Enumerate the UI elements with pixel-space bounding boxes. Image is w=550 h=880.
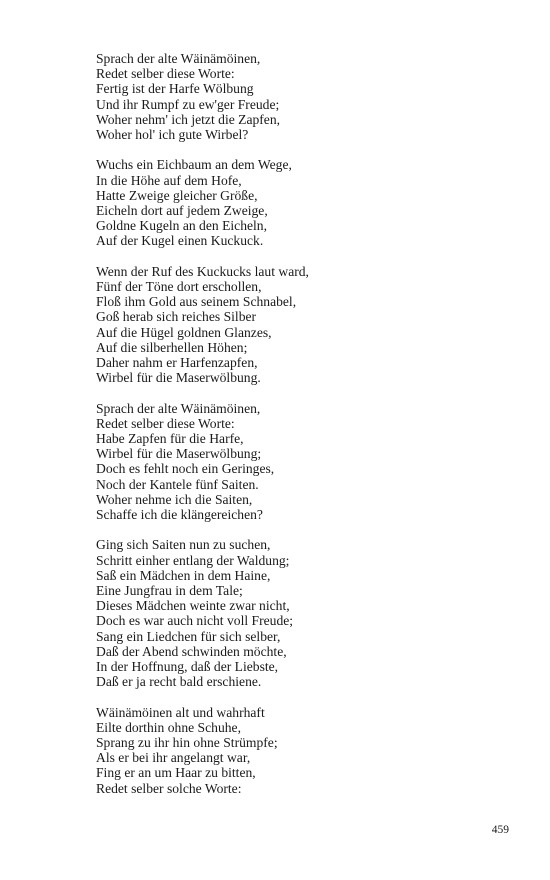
stanza <box>96 157 516 248</box>
page-number: 459 <box>491 824 509 836</box>
verse-line: In die Höhe auf dem Hofe, <box>96 172 242 188</box>
poem-text <box>96 51 516 811</box>
verse-line: Auf die silberhellen Höhen; <box>96 339 248 355</box>
verse-line: Auf die Hügel goldnen Glanzes, <box>96 324 272 340</box>
verse-line: Daher nahm er Harfenzapfen, <box>96 355 258 371</box>
verse-line: Noch der Kantele fünf Saiten. <box>96 476 259 492</box>
stanza <box>96 401 516 523</box>
verse-line: Goß herab sich reiches Silber <box>96 309 257 325</box>
verse-line: Und ihr Rumpf zu ew'ger Freude; <box>96 96 280 112</box>
verse-line: Redet selber diese Worte: <box>96 415 235 431</box>
verse-line: Woher hol' ich gute Wirbel? <box>96 127 249 143</box>
verse-line: Fünf der Töne dort erschollen, <box>96 279 262 295</box>
verse-line: Eilte dorthin ohne Schuhe, <box>96 719 241 735</box>
verse-line: Eine Jungfrau in dem Tale; <box>96 583 243 599</box>
verse-line: Hatte Zweige gleicher Größe, <box>96 187 258 203</box>
verse-line: Wirbel für die Maserwölbung; <box>96 446 262 462</box>
verse-line: Dieses Mädchen weinte zwar nicht, <box>96 598 290 614</box>
verse-line: Wäinämöinen alt und wahrhaft <box>96 704 265 720</box>
verse-line: Fing er an um Haar zu bitten, <box>96 765 256 781</box>
stanza <box>96 51 516 142</box>
verse-line: Sprang zu ihr hin ohne Strümpfe; <box>96 735 278 751</box>
verse-line: Sprach der alte Wäinämöinen, <box>96 400 261 416</box>
verse-line: Sprach der alte Wäinämöinen, <box>96 51 261 66</box>
verse-line: Als er bei ihr angelangt war, <box>96 750 251 766</box>
verse-line: Sang ein Liedchen für sich selber, <box>96 628 281 644</box>
verse-line: Schritt einher entlang der Waldung; <box>96 552 290 568</box>
verse-line: In der Hoffnung, daß der Liebste, <box>96 659 279 675</box>
verse-line: Doch es fehlt noch ein Geringes, <box>96 461 275 477</box>
verse-line: Floß ihm Gold aus seinem Schnabel, <box>96 294 297 310</box>
stanza <box>96 705 516 796</box>
stanza <box>96 264 516 386</box>
verse-line: Wirbel für die Maserwölbung. <box>96 370 261 386</box>
verse-line: Daß er ja recht bald erschiene. <box>96 674 262 690</box>
verse-line: Ging sich Saiten nun zu suchen, <box>96 537 271 553</box>
verse-line: Habe Zapfen für die Harfe, <box>96 431 244 447</box>
verse-line: Schaffe ich die klängereichen? <box>96 507 263 523</box>
stanza <box>96 537 516 689</box>
verse-line: Redet selber diese Worte: <box>96 66 235 82</box>
verse-line: Daß der Abend schwinden möchte, <box>96 643 287 659</box>
verse-line: Fertig ist der Harfe Wölbung <box>96 81 254 97</box>
verse-line: Saß ein Mädchen in dem Haine, <box>96 567 271 583</box>
verse-line: Wenn der Ruf des Kuckucks laut ward, <box>96 263 309 279</box>
verse-line: Wuchs ein Eichbaum an dem Wege, <box>96 157 292 173</box>
verse-line: Woher nehme ich die Saiten, <box>96 491 253 507</box>
verse-line: Auf der Kugel einen Kuckuck. <box>96 233 264 249</box>
verse-line: Goldne Kugeln an den Eicheln, <box>96 218 268 234</box>
verse-line: Doch es war auch nicht voll Freude; <box>96 613 294 629</box>
verse-line: Eicheln dort auf jedem Zweige, <box>96 203 268 219</box>
verse-line: Woher nehm' ich jetzt die Zapfen, <box>96 111 281 127</box>
verse-line: Redet selber solche Worte: <box>96 780 242 796</box>
